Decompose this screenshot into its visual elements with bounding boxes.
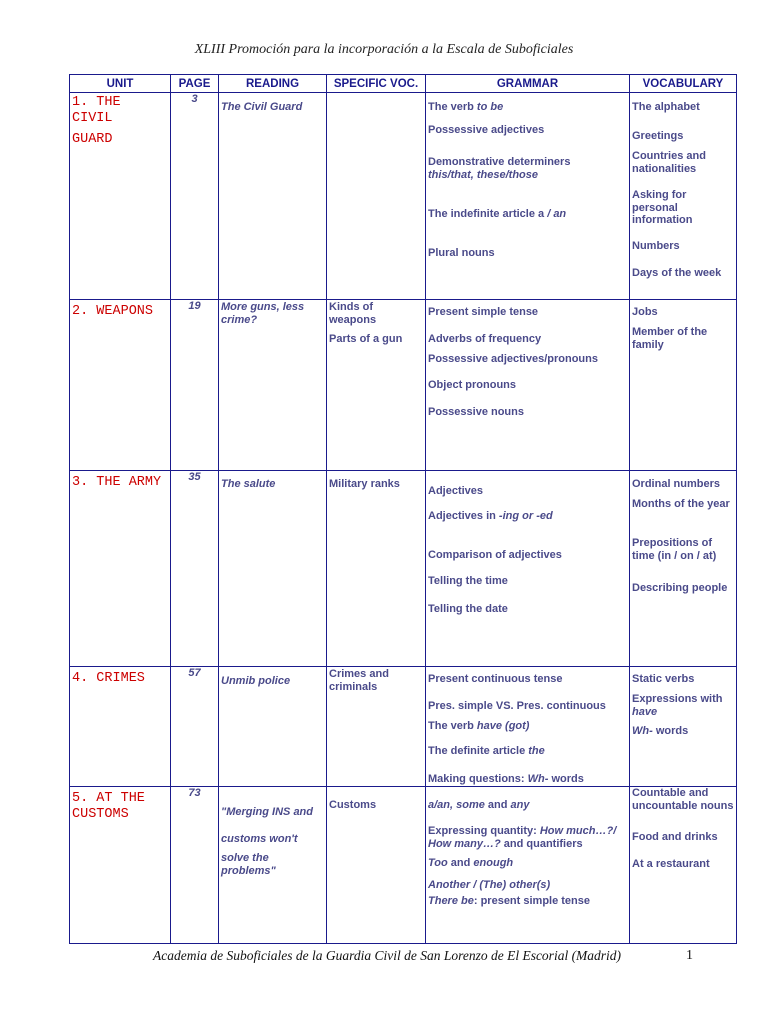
unit-title-line: CUSTOMS	[72, 806, 129, 822]
page-number-footer: 1	[686, 948, 693, 963]
grammar-item: Making questions: Wh- words	[428, 773, 584, 785]
col-header-unit: UNIT	[70, 75, 171, 93]
col-header-specific-voc: SPECIFIC VOC.	[327, 75, 426, 93]
specific-voc-cell	[327, 300, 426, 471]
vocabulary-item: Food and drinks	[632, 831, 718, 843]
page-cell	[171, 667, 219, 787]
table-row	[70, 93, 737, 300]
reading-line: solve the problems"	[221, 852, 276, 877]
specific-voc-item: Crimes and criminals	[329, 668, 389, 693]
page-cell	[171, 300, 219, 471]
vocabulary-item: Days of the week	[632, 267, 722, 279]
vocabulary-item: Prepositions of time (in / on / at)	[632, 537, 717, 562]
page-cell	[171, 471, 219, 667]
reading-cell	[219, 93, 327, 300]
specific-voc-cell	[327, 667, 426, 787]
grammar-item: Telling the date	[428, 603, 508, 615]
specific-voc-cell	[327, 787, 426, 944]
grammar-cell	[426, 471, 630, 667]
grammar-item: Comparison of adjectives	[428, 549, 562, 561]
unit-cell	[70, 787, 171, 944]
vocabulary-cell	[630, 667, 737, 787]
grammar-item: Adjectives in -ing or -ed	[428, 510, 553, 522]
table-row	[70, 787, 737, 944]
vocabulary-item: Ordinal numbers	[632, 478, 721, 490]
grammar-item: Adverbs of frequency	[428, 333, 542, 345]
unit-title-line: 5. AT THE	[72, 791, 145, 806]
vocabulary-cell	[630, 93, 737, 300]
page-number: 3	[191, 93, 198, 105]
vocabulary-item: Asking for personal information	[632, 189, 693, 226]
grammar-item: Another / (The) other(s)	[428, 879, 551, 891]
grammar-item: The definite article the	[428, 745, 545, 757]
grammar-item: Too and enough	[428, 857, 514, 869]
vocabulary-item: Jobs	[632, 306, 658, 318]
vocabulary-item: Static verbs	[632, 673, 695, 685]
col-header-vocabulary: VOCABULARY	[630, 75, 737, 93]
unit-cell	[70, 93, 171, 300]
table-row	[70, 667, 737, 787]
reading-cell	[219, 787, 327, 944]
footer-text: Academia de Suboficiales de la Guardia Civil de San Lorenzo de El Escorial (Madrid)	[153, 948, 622, 963]
grammar-item: Plural nouns	[428, 247, 495, 259]
vocabulary-item: Numbers	[632, 240, 680, 252]
grammar-item: Present simple tense	[428, 306, 539, 318]
vocabulary-item: Member of the family	[632, 326, 708, 351]
grammar-item: Present continuous tense	[428, 673, 563, 685]
grammar-item: Expressing quantity: How much…?/ How many…? and quantifiers	[428, 825, 617, 850]
col-header-grammar: GRAMMAR	[426, 75, 630, 93]
vocabulary-item: Countries and nationalities	[632, 150, 706, 175]
grammar-cell	[426, 787, 630, 944]
reading-title: More guns, less crime?	[221, 301, 305, 326]
unit-title-line: 2. WEAPONS	[72, 304, 154, 319]
grammar-item: Possessive adjectives	[428, 124, 545, 136]
vocabulary-cell	[630, 471, 737, 667]
table-row	[70, 471, 737, 667]
grammar-item: The verb to be	[428, 101, 504, 113]
reading-title: Unmib police	[221, 675, 291, 687]
vocabulary-item: Expressions with have	[632, 693, 723, 718]
unit-title-line: CIVIL	[72, 110, 113, 126]
grammar-cell	[426, 667, 630, 787]
unit-title-line: GUARD	[72, 132, 113, 147]
page-number: 19	[188, 300, 201, 312]
reading-title: The Civil Guard	[221, 101, 303, 113]
specific-voc-item: Kinds of weapons	[329, 301, 377, 326]
vocabulary-cell	[630, 300, 737, 471]
document-header: XLIII Promoción para la incorporación a la Escala de Suboficiales	[194, 42, 574, 57]
vocabulary-item: Wh- words	[632, 725, 689, 737]
specific-voc-item: Parts of a gun	[329, 333, 403, 345]
vocabulary-item: Countable and uncountable nouns	[632, 787, 734, 812]
table-row	[70, 300, 737, 471]
grammar-item: The verb have (got)	[428, 720, 530, 732]
syllabus-table	[69, 74, 737, 944]
reading-cell	[219, 471, 327, 667]
grammar-item: Possessive nouns	[428, 406, 524, 418]
unit-title-line: 1. THE	[72, 95, 121, 110]
page-cell	[171, 93, 219, 300]
unit-cell	[70, 471, 171, 667]
vocabulary-item: At a restaurant	[632, 858, 710, 870]
grammar-item: Demonstrative determiners this/that, these/those	[428, 156, 571, 181]
vocabulary-item: Greetings	[632, 130, 684, 142]
grammar-cell	[426, 93, 630, 300]
reading-line: customs won't	[221, 833, 298, 845]
grammar-item: Object pronouns	[428, 379, 516, 391]
unit-title-line: 4. CRIMES	[72, 671, 145, 686]
unit-cell	[70, 667, 171, 787]
grammar-item: Adjectives	[428, 485, 484, 497]
vocabulary-item: Months of the year	[632, 498, 730, 510]
reading-cell	[219, 300, 327, 471]
specific-voc-cell	[327, 471, 426, 667]
grammar-item: The indefinite article a / an	[428, 208, 567, 220]
specific-voc-item: Military ranks	[329, 478, 400, 490]
grammar-item: There be: present simple tense	[428, 895, 591, 907]
grammar-item: Possessive adjectives/pronouns	[428, 353, 598, 365]
specific-voc-cell	[327, 93, 426, 300]
reading-line: "Merging INS and	[221, 806, 313, 818]
grammar-item: Telling the time	[428, 575, 508, 587]
page-cell	[171, 787, 219, 944]
grammar-item: Pres. simple VS. Pres. continuous	[428, 700, 606, 712]
table-header-row	[70, 75, 737, 93]
unit-cell	[70, 300, 171, 471]
grammar-cell	[426, 300, 630, 471]
page-number: 73	[188, 787, 201, 799]
col-header-reading: READING	[219, 75, 327, 93]
vocabulary-cell	[630, 787, 737, 944]
col-header-page: PAGE	[171, 75, 219, 93]
vocabulary-item: Describing people	[632, 582, 728, 594]
vocabulary-item: The alphabet	[632, 101, 700, 113]
grammar-item: a/an, some and any	[428, 799, 530, 811]
unit-title-line: 3. THE ARMY	[72, 475, 162, 490]
reading-cell	[219, 667, 327, 787]
page-number: 57	[188, 667, 201, 679]
page-number: 35	[188, 471, 201, 483]
specific-voc-item: Customs	[329, 799, 377, 811]
reading-title: The salute	[221, 478, 276, 490]
